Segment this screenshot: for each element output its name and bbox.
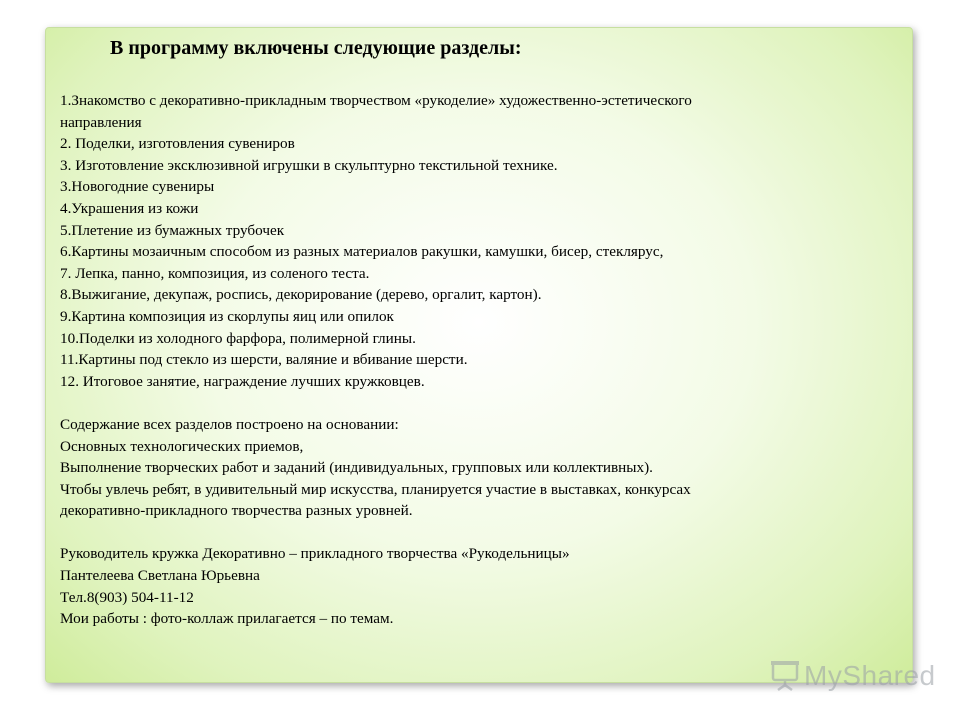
section-line: 6.Картины мозаичным способом из разных материалов ракушки, камушки, бисер, стеклярус, bbox=[60, 243, 664, 261]
section-line: 12. Итоговое занятие, награждение лучших кружковцев. bbox=[60, 372, 425, 390]
section-line: 9.Картина композиция из скорлупы яиц или опилок bbox=[60, 307, 394, 325]
basis-line: Выполнение творческих работ и заданий (индивидуальных, групповых или коллективных). bbox=[60, 459, 653, 477]
slide-title: В программу включены следующие разделы: bbox=[110, 37, 522, 59]
watermark-text: MyShared bbox=[804, 660, 936, 691]
section-line: 5.Плетение из бумажных трубочек bbox=[60, 221, 285, 239]
section-line: 4.Украшения из кожи bbox=[60, 199, 199, 217]
section-line: 2. Поделки, изготовления сувениров bbox=[60, 135, 295, 153]
section-line: 10.Поделки из холодного фарфора, полимерной глины. bbox=[60, 329, 416, 347]
contact-line: Пантелеева Светлана Юрьевна bbox=[60, 567, 260, 585]
section-line: 11.Картины под стекло из шерсти, валяние и вбивание шерсти. bbox=[60, 351, 468, 369]
content-panel bbox=[45, 27, 913, 683]
section-line: 3.Новогодние сувениры bbox=[60, 178, 215, 196]
contact-line: Тел.8(903) 504-11-12 bbox=[60, 588, 194, 606]
basis-line: Содержание всех разделов построено на основании: bbox=[60, 415, 399, 433]
contact-line: Мои работы : фото-коллаж прилагается – по темам. bbox=[60, 610, 394, 628]
contact-block bbox=[60, 543, 898, 629]
section-line: 7. Лепка, панно, композиция, из соленого теста. bbox=[60, 264, 370, 282]
basis-line: декоративно-прикладного творчества разных уровней. bbox=[60, 502, 413, 520]
section-line: направления bbox=[60, 113, 142, 131]
basis-line: Чтобы увлечь ребят, в удивительный мир искусства, планируется участие в выставках, конкурсах bbox=[60, 480, 691, 498]
contact-line: Руководитель кружка Декоративно – прикладного творчества «Рукодельницы» bbox=[60, 545, 570, 563]
section-line: 8.Выжигание, декупаж, роспись, декорирование (дерево, оргалит, картон). bbox=[60, 286, 542, 304]
basis-block bbox=[60, 414, 898, 522]
basis-line: Основных технологических приемов, bbox=[60, 437, 304, 455]
spacer bbox=[60, 392, 898, 414]
spacer bbox=[60, 522, 898, 544]
section-line: 3. Изготовление эксклюзивной игрушки в скульптурно текстильной технике. bbox=[60, 156, 558, 174]
myshared-watermark bbox=[770, 656, 936, 696]
sections-list bbox=[60, 90, 898, 392]
presentation-board-icon bbox=[770, 660, 800, 692]
section-line: 1.Знакомство с декоративно-прикладным творчеством «рукоделие» художественно-эстетического bbox=[60, 92, 692, 109]
